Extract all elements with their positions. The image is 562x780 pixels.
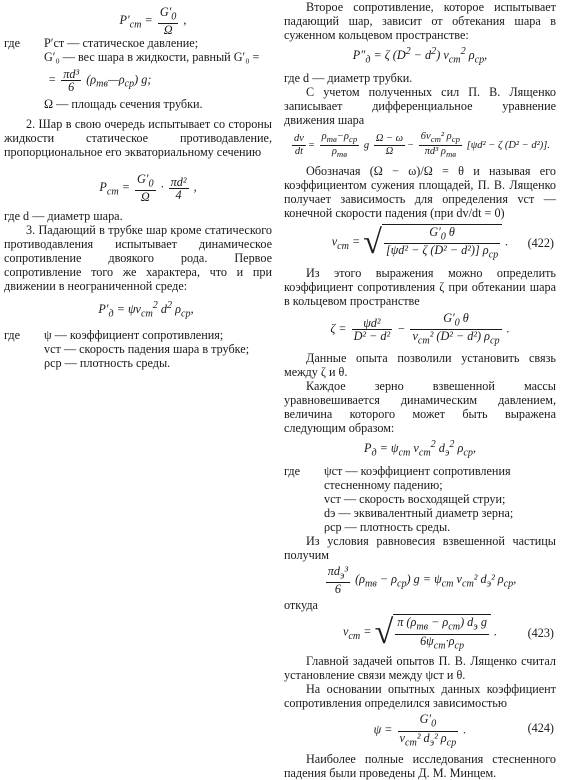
definition-list-3 (284, 464, 556, 534)
equation-dynamic-resistance-1: $P'_д = \psi v_{ст}^2$ $d^2$ $\rho_{ср}$, (98, 300, 194, 320)
paragraph-lyaschenko: С учетом полученных сил П. В. Лященко записывает дифференциальное уравнение движения шара (284, 84, 556, 127)
paragraph-data: Данные опыта позволили установить связь между ζ и θ. (284, 351, 556, 380)
where-label-3: где (284, 463, 301, 478)
paragraph-main-task: Главной задачей опытов П. В. Лященко считал установление связи между ψст и θ. (284, 654, 556, 683)
equation-number-424: (424) (527, 721, 554, 736)
paragraph-2: 2. Шар в свою очередь испытывает со стороны жидкости статическое противодавление, пропорциональное его экваториальному сечению (4, 117, 272, 159)
sqrt-sign: √ (374, 614, 394, 652)
equation-423: $v_{ст}$ = √ $\frac{\pi (\rho_{тв} - \rho_{ст}) d_э g}{6\psi_{ст}\cdot\rho_{ср}}$ . (423) (342, 614, 554, 652)
where-label: где (4, 36, 21, 50)
eq-lhs: $P'_{ст}$ = (119, 13, 153, 31)
word-whence: откуда (284, 598, 318, 613)
equation-zeta: ζ = $\frac{\text{ψd²}}{\text{D² − d²}}$ − $\frac{G'_0 \theta}{v_{ст}^2 (D^2 - d^2) \rho_{ср}}$ . (330, 310, 510, 347)
paragraph-balance: Из условия равновесия взвешенной частицы получим (284, 533, 556, 562)
equation-422: $v_{ст}$ = √ $\frac{G'_0 \theta}{[\psi d^2 - \zeta (D^2 - d^2)] \rho_{ср}}$ . (422) (331, 223, 554, 261)
fraction: $\frac{\rho_{тв}-\rho_{ср}}{\rho_{тв}}$ (321, 130, 358, 159)
def-tube-diameter: где d — диаметр трубки. (284, 70, 413, 85)
left-column (4, 0, 272, 370)
def-psi: ψ — коэффициент сопротивления; (44, 327, 224, 342)
where-label-2: где (4, 327, 21, 342)
def-upstream-velocity: vст — скорость восходящей струи; (324, 491, 506, 506)
equation-number-422: (422) (527, 235, 554, 250)
paragraph-from-expression: Из этого выражения можно определить коэффициент сопротивления ζ при обтекании шара в кольцевом пространстве (284, 265, 556, 308)
fraction: $\frac{\pi (\rho_{тв} - \rho_{ст}) d_э g}{6\psi_{ст}\cdot\rho_{ср}}$ (397, 615, 487, 652)
equation-differential: $\frac{dv}{dt}$ = $\frac{\rho_{тв}-\rho_{ср}}{\rho_{тв}}$ g $\frac{\Omega - \omega}{\Omega}$ − $\frac{6v_{ст}^2 \rho_{ср}}{\pi d^3 \rho_{тв}}$ [ψd² − ζ (D² − d²)]. (293, 130, 550, 159)
def-psi-constrained: ψст — коэффициент сопротивления стесненному падению; (324, 463, 511, 492)
radicand (382, 224, 502, 262)
equation-static-pressure: $P'_{ст}$ = $\frac{G'_0}{\Omega}$ , (119, 5, 187, 38)
fraction: $\frac{G'_0}{\Omega}$ (159, 5, 177, 38)
def-omega: Ω — площадь сечения трубки. (44, 97, 203, 111)
fraction: $\frac{G'_0 \theta}{[\psi d^2 - \zeta (D^2 - d^2)] \rho_{ср}}$ (385, 224, 499, 261)
def-equivalent-diameter: dэ — эквивалентный диаметр зерна; (324, 505, 514, 520)
equation-dynamic-pressure-grain: $P_д = \psi_{ст}$ $v_{ст}^2$ $d_э^2$ $\rho_{ср}$, (364, 439, 476, 459)
fraction: $\frac{\text{πd²}}{4}$ (170, 174, 187, 202)
fraction: $\frac{G'_0 \theta}{v_{ст}^2 (D^2 - d^2) \rho_{ср}}$ (412, 310, 500, 347)
fraction: $\frac{G'_0}{\Omega}$ (136, 172, 154, 205)
def-ball-diameter: где d — диаметр шара. (4, 209, 123, 223)
definition-list-2 (4, 328, 272, 370)
equation-equatorial-pressure: $P_{ст}$ = $\frac{G'_0}{\Omega}$ · $\frac{\text{πd²}}{4}$ , (99, 172, 197, 205)
equation-dynamic-resistance-2: $P''_д = \zeta$ $(D^2 - d^2)$ $v_{ст}^2$ $\rho_{ср}$, (352, 46, 488, 66)
fraction: $\frac{\pi d_э^3}{6}$ (327, 563, 349, 597)
radicand (393, 614, 491, 652)
def-weight-formula: = $\frac{\text{πd³}}{6}$ $(\rho_{тв}—\rho_{ср})$ g; (48, 67, 152, 94)
paragraph-mints: Наиболее полные исследования стесненного падения были проведены Д. М. Минцем. (284, 752, 556, 780)
fraction: $\frac{G'_0}{v_{ст}^2 d_э^2 \rho_{ср}}$ (399, 712, 457, 749)
fraction: $\frac{\Omega - \omega}{\Omega}$ (375, 132, 404, 157)
fraction: $\frac{\text{πd³}}{6}$ (63, 67, 80, 94)
fraction: $\frac{dv}{dt}$ (293, 132, 304, 157)
definition-list-1 (4, 36, 272, 111)
paragraph-denote: Обозначая (Ω − ω)/Ω = θ и называя его коэффициентом сужения площадей, П. В. Лященко получает зависимость для определения vст — конечной скорости падения (при dv/dt = 0) (284, 163, 556, 220)
fraction: $\frac{6v_{ст}^2 \rho_{ср}}{\pi d^3 \rho_{тв}}$ (420, 130, 460, 159)
equation-balance: $\frac{\pi d_э^3}{6}$ $(\rho_{тв} - \rho_{ср}) g = \psi_{ст}$ $v_{ст}^2$ $d_э^2$ $\rho_{ср}$, (327, 563, 517, 597)
equation-424: ψ = $\frac{G'_0}{v_{ст}^2 d_э^2 \rho_{ср}}$ . (424) (373, 712, 554, 749)
def-density-2: ρср — плотность среды. (324, 519, 451, 534)
def-velocity: vст — скорость падения шара в трубке; (44, 341, 250, 356)
fraction: $\frac{\text{ψd²}}{\text{D² − d²}}$ (353, 316, 391, 343)
def-static-pressure: P′ст — статическое давление; (44, 36, 199, 50)
paragraph-3: 3. Падающий в трубке шар кроме статического противодавления испытывает динамическое сопротивление двоякого рода. Первое сопротивление того же характера, что и при движении в неограниченной среде: (4, 223, 272, 293)
sqrt-sign: √ (363, 223, 382, 261)
paragraph-second-resistance: Второе сопротивление, которое испытывает падающий шар, зависит от обтекания шара в суженном кольцевом пространстве: (284, 0, 556, 42)
paragraph-basis: На основании опытных данных коэффициент сопротивления определился зависимостью (284, 682, 556, 711)
right-column (284, 0, 556, 780)
paragraph-grain: Каждое зерно взвешенной массы уравновешивается динамическим давлением, величина которого может быть выражена следующим образом: (284, 379, 556, 436)
def-weight-in-liquid: G′₀ — вес шара в жидкости, равный G′₀ = (44, 50, 260, 64)
equation-number-423: (423) (527, 626, 554, 641)
def-density: ρср — плотность среды. (44, 355, 171, 370)
